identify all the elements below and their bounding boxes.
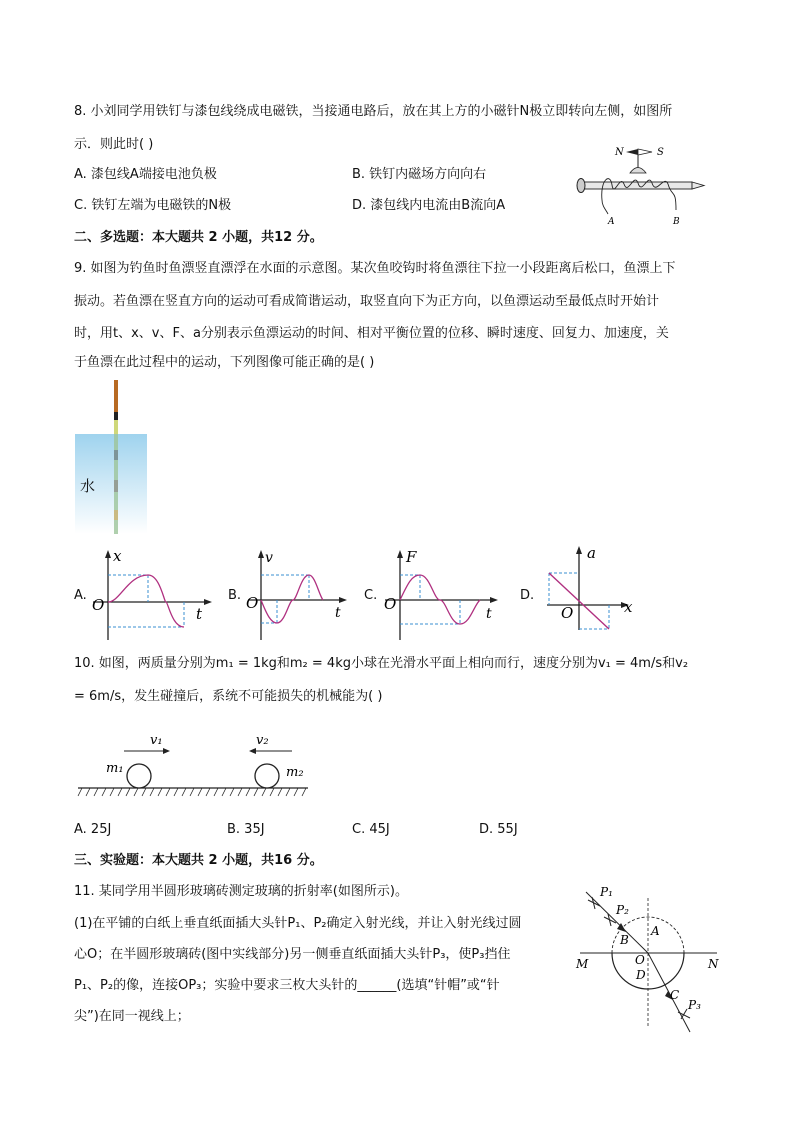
point-o-label: O [635,953,645,967]
section-3-heading: 三、实验题：本大题共 2 小题，共16 分。 [74,853,323,868]
point-m-label: M [576,957,589,971]
wire-a-label: A [608,217,615,227]
q10-option-b: B. 35J [227,822,265,837]
graph-b-xaxis: t [335,605,341,621]
graph-a-origin: O [92,596,105,614]
q9-stem-line4: 于鱼漂在此过程中的运动，下列图像可能正确的是( ) [74,355,375,370]
p2-label: P₂ [616,903,629,917]
q11-stem-line2: (1)在平铺的白纸上垂直纸面插大头针P₁、P₂确定入射光线，并让入射光线过圆 [74,916,522,931]
p1-label: P₁ [600,885,613,899]
graph-c-yaxis: F [406,548,417,566]
q9-stem-line1: 9. 如图为钓鱼时鱼漂竖直漂浮在水面的示意图。某次鱼咬钩时将鱼漂往下拉一小段距离后松口，鱼漂上下 [74,261,676,276]
point-b-label: B [620,933,629,947]
q8-stem-line1: 8. 小刘同学用铁钉与漆包线绕成电磁铁，当接通电路后，放在其上方的小磁针N极立即转向左侧，如图所 [74,104,673,119]
q11-stem-line3: 心O；在半圆形玻璃砖(图中实线部分)另一侧垂直纸面插大头针P₃，使P₃挡住 [74,947,511,962]
m2-label: m₂ [286,765,304,780]
q11-refraction-figure [572,878,722,1036]
q8-option-c: C. 铁钉左端为电磁铁的N极 [74,198,232,213]
q10-stem-line1: 10. 如图，两质量分别为m₁ = 1kg和m₂ = 4kg小球在光滑水平面上相向而行，速度分别为v₁ = 4m/s和v₂ [74,656,689,671]
q8-option-a: A. 漆包线A端接电池负极 [74,167,217,182]
q10-option-d: D. 55J [479,822,518,837]
q8-stem-line2: 示．则此时( ) [74,137,154,152]
q9-option-a-label: A. [74,588,87,603]
needle-s-label: S [657,147,664,158]
q8-electromagnet-figure [572,140,712,230]
point-c-label: C [670,988,680,1002]
q8-option-d: D. 漆包线内电流由B流向A [352,198,506,213]
q9-graph-a [88,545,218,645]
q10-option-a: A. 25J [74,822,112,837]
q11-stem-line4: P₁、P₂的像，连接OP₃；实验中要求三枚大头针的______(选填“针帽”或“针 [74,978,500,993]
q11-stem-line5: 尖”)在同一视线上； [74,1009,190,1024]
wire-b-label: B [673,217,680,227]
q10-collision-figure [78,728,310,798]
q9-graph-b [243,545,353,645]
q9-stem-line2: 振动。若鱼漂在竖直方向的运动可看成简谐运动，取竖直向下为正方向，以鱼漂运动至最低点时开始计 [74,294,660,309]
v1-label: v₁ [150,733,163,748]
section-2-heading: 二、多选题：本大题共 2 小题，共12 分。 [74,230,323,245]
graph-c-xaxis: t [486,606,492,622]
q11-stem-line1: 11. 某同学用半圆形玻璃砖测定玻璃的折射率(如图所示)。 [74,884,408,899]
graph-c-origin: O [384,595,397,613]
point-d-label: D [636,968,646,982]
q9-graph-c [380,545,505,645]
graph-d-xaxis: x [624,598,633,616]
q10-stem-line2: = 6m/s，发生碰撞后，系统不可能损失的机械能为( ) [74,689,383,704]
p3-label: P₃ [688,998,701,1012]
water-label: 水 [80,477,96,495]
q10-option-c: C. 45J [352,822,390,837]
v2-label: v₂ [256,733,269,748]
q9-stem-line3: 时，用t、x、v、F、a分别表示鱼漂运动的时间、相对平衡位置的位移、瞬时速度、回复力、加速度，关 [74,326,669,341]
point-n-label: N [708,957,719,971]
graph-b-origin: O [246,594,259,612]
graph-b-yaxis: v [265,550,273,566]
q9-option-b-label: B. [228,588,242,603]
q8-option-b: B. 铁钉内磁场方向向右 [352,167,487,182]
m1-label: m₁ [106,761,124,776]
graph-a-yaxis: x [113,547,122,565]
q9-fishing-float-figure [75,380,150,535]
graph-d-origin: O [561,604,574,622]
graph-a-xaxis: t [196,605,203,623]
q9-graph-d [535,540,645,635]
needle-n-label: N [615,147,624,158]
point-a-label: A [651,924,660,938]
graph-d-yaxis: a [587,544,596,562]
q9-option-c-label: C. [364,588,378,603]
q9-option-d-label: D. [520,588,535,603]
